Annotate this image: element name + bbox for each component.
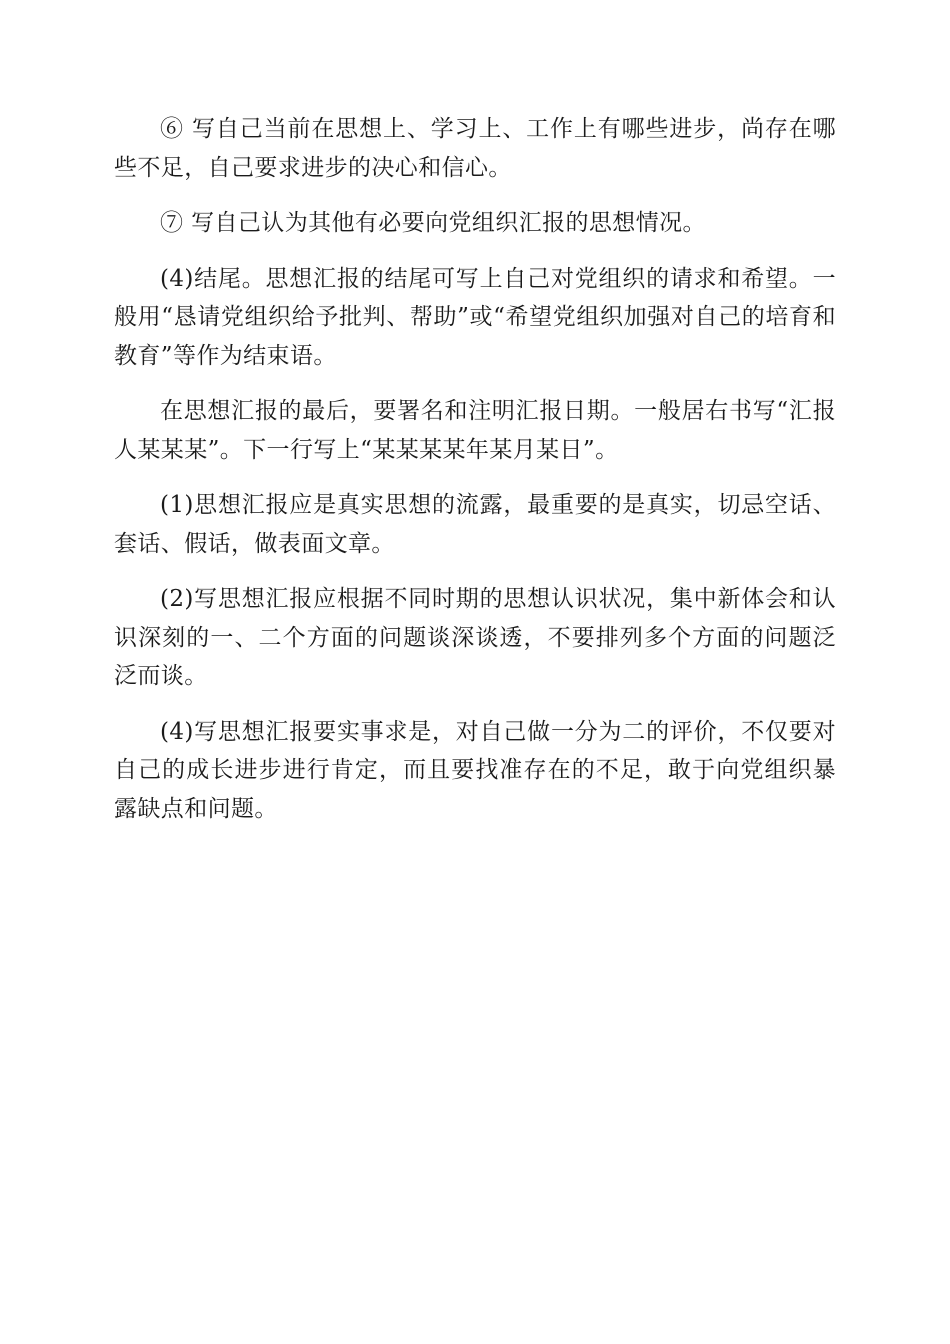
paragraph-item-7-other-thoughts: ⑦ 写自己认为其他有必要向党组织汇报的思想情况。: [160, 210, 706, 236]
document-body: [114, 110, 836, 845]
paragraph-ending: (4)结尾。思想汇报的结尾可写上自己对党组织的请求和希望。一般用“恳请党组织给予批判、帮助”或“希望党组织加强对自己的培育和教育”等作为结束语。: [114, 265, 836, 369]
paragraph-note-1-truthfulness: (1)思想汇报应是真实思想的流露，最重要的是真实，切忌空话、套话、假话，做表面文章。: [114, 492, 836, 557]
paragraph-note-4-objectivity: (4)写思想汇报要实事求是，对自己做一分为二的评价，不仅要对自己的成长进步进行肯定，而且要找准存在的不足，敢于向党组织暴露缺点和问题。: [114, 718, 836, 822]
paragraph-item-6-self-progress: ⑥ 写自己当前在思想上、学习上、工作上有哪些进步，尚存在哪些不足，自己要求进步的决心和信心。: [114, 116, 836, 181]
paragraph-note-2-focus: (2)写思想汇报应根据不同时期的思想认识状况，集中新体会和认识深刻的一、二个方面的问题谈深谈透，不要排列多个方面的问题泛泛而谈。: [114, 586, 836, 689]
paragraph-signature-date: 在思想汇报的最后，要署名和注明汇报日期。一般居右书写“汇报人某某某”。下一行写上“某某某某年某月某日”。: [114, 398, 836, 463]
